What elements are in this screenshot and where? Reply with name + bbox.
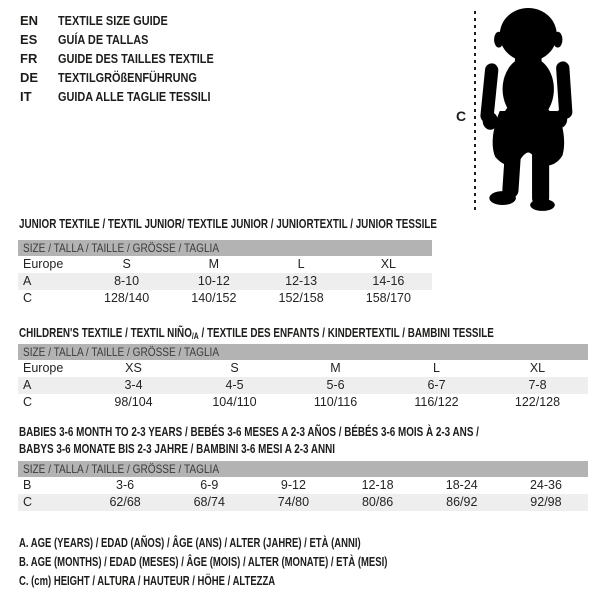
- language-code: FR: [20, 51, 38, 66]
- height-cell: 104/110: [212, 395, 257, 409]
- language-row-fr: [20, 49, 243, 68]
- legend-line-a: [19, 534, 504, 553]
- age-cell: 3-6: [116, 478, 135, 492]
- age-cell: 6-9: [200, 478, 219, 492]
- height-cell: 74/80: [277, 495, 310, 509]
- language-list: [20, 11, 243, 106]
- size-cell: M: [208, 257, 220, 271]
- table-header-bar: [18, 240, 432, 256]
- age-cell: 4-5: [225, 378, 244, 392]
- age-cell: 12-13: [285, 274, 318, 288]
- table-row: [18, 360, 588, 377]
- age-cell: 6-7: [427, 378, 446, 392]
- table-row: [18, 290, 432, 307]
- table-row: [18, 494, 588, 511]
- children-size-table: [18, 344, 588, 411]
- age-cell: 8-10: [114, 274, 140, 288]
- language-code: EN: [20, 13, 39, 28]
- language-row-it: [20, 87, 243, 106]
- age-cell: 24-36: [529, 478, 562, 492]
- legend: [19, 534, 504, 591]
- row-label: C: [23, 395, 33, 409]
- row-label: Europe: [23, 361, 64, 375]
- junior-table-title-text: JUNIOR TEXTILE / TEXTIL JUNIOR/ TEXTILE JUNIOR / JUNIORTEXTIL / JUNIOR TESSILE: [19, 216, 437, 231]
- legend-text-a: A. AGE (YEARS) / EDAD (AÑOS) / ÂGE (ANS) / ALTER (JAHRE) / ETÀ (ANNI): [19, 536, 361, 550]
- age-cell: 3-4: [124, 378, 143, 392]
- junior-size-table: [18, 240, 432, 307]
- legend-text-c: C. (cm) HEIGHT / ALTURA / HAUTEUR / HÖHE / ALTEZZA: [19, 574, 276, 588]
- junior-table-title: [19, 215, 569, 232]
- legend-line-b: [19, 553, 504, 572]
- children-title-post: / TEXTILE DES ENFANTS / KINDERTEXTIL / BAMBINI TESSILE: [198, 325, 494, 340]
- babies-title-line-1: BABIES 3-6 MONTH TO 2-3 YEARS / BEBÉS 3-6 MESES A 2-3 AÑOS / BÉBÉS 3-6 MOIS À 2-3 ANS /: [19, 424, 479, 439]
- language-label: GUÍA DE TALLAS: [58, 32, 149, 47]
- language-code: DE: [20, 70, 39, 85]
- table-header-text: SIZE / TALLA / TAILLE / GRÖSSE / TAGLIA: [23, 241, 220, 255]
- language-row-es: [20, 30, 243, 49]
- language-label: TEXTILGRÖßENFÜHRUNG: [58, 70, 197, 85]
- age-cell: 9-12: [280, 478, 306, 492]
- babies-title-line-2: BABYS 3-6 MONATE BIS 2-3 JAHRE / BAMBINI 3-6 MESI A 2-3 ANNI: [19, 441, 336, 456]
- height-cell: 152/158: [278, 291, 324, 305]
- baby-figure: [480, 8, 573, 211]
- language-label: GUIDE DES TAILLES TEXTILE: [58, 51, 214, 66]
- age-cell: 12-18: [361, 478, 394, 492]
- age-cell: 14-16: [372, 274, 405, 288]
- height-label: C: [456, 108, 467, 124]
- height-cell: 110/116: [313, 395, 358, 409]
- age-cell: 7-8: [528, 378, 547, 392]
- babies-table-title: [19, 423, 600, 457]
- language-code: ES: [20, 32, 38, 47]
- height-cell: 128/140: [104, 291, 150, 305]
- table-row: [18, 256, 432, 273]
- size-cell: XS: [125, 361, 142, 375]
- legend-text-b: B. AGE (MONTHS) / EDAD (MESES) / ÂGE (MOIS) / ALTER (MONATE) / ETÀ (MESI): [19, 555, 388, 569]
- height-cell: 86/92: [446, 495, 478, 509]
- row-label: C: [23, 495, 33, 509]
- table-header-text: SIZE / TALLA / TAILLE / GRÖSSE / TAGLIA: [23, 345, 220, 359]
- language-label: TEXTILE SIZE GUIDE: [58, 13, 168, 28]
- table-row: [18, 394, 588, 411]
- table-header-bar: [18, 461, 588, 477]
- height-cell: 122/128: [514, 395, 561, 409]
- height-cell: 68/74: [193, 495, 225, 509]
- table-row: [18, 273, 432, 290]
- language-code: IT: [20, 89, 32, 104]
- children-table-title-text: [19, 324, 494, 345]
- height-cell: 98/104: [114, 395, 153, 409]
- size-cell: L: [433, 361, 440, 375]
- language-row-en: [20, 11, 243, 30]
- table-row: [18, 477, 588, 494]
- row-label: A: [23, 274, 32, 288]
- row-label: B: [23, 478, 32, 492]
- row-label: A: [23, 378, 32, 392]
- height-cell: 80/86: [361, 495, 394, 509]
- row-label: C: [23, 291, 33, 305]
- language-label: GUIDA ALLE TAGLIE TESSILI: [58, 89, 211, 104]
- language-row-de: [20, 68, 243, 87]
- size-cell: XL: [380, 257, 397, 271]
- height-cell: 116/122: [414, 395, 459, 409]
- size-cell: S: [122, 257, 131, 271]
- baby-silhouette: [450, 4, 596, 216]
- babies-size-table: [18, 461, 588, 511]
- table-row: [18, 377, 588, 394]
- age-cell: 10-12: [197, 274, 230, 288]
- children-title-pre: CHILDREN'S TEXTILE / TEXTIL NIÑO: [19, 325, 192, 340]
- size-cell: XL: [529, 361, 546, 375]
- row-label: Europe: [23, 257, 64, 271]
- height-cell: 62/68: [109, 495, 141, 509]
- table-header-bar: [18, 344, 588, 360]
- children-title-sub: /A: [191, 331, 199, 341]
- age-cell: 5-6: [326, 378, 345, 392]
- size-cell: L: [297, 257, 305, 271]
- size-cell: S: [230, 361, 239, 375]
- height-cell: 92/98: [530, 495, 562, 509]
- height-cell: 140/152: [191, 291, 237, 305]
- legend-line-c: [19, 572, 504, 591]
- children-table-title: [19, 324, 600, 345]
- height-cell: 158/170: [365, 291, 411, 305]
- size-cell: M: [330, 361, 341, 375]
- table-header-text: SIZE / TALLA / TAILLE / GRÖSSE / TAGLIA: [23, 462, 220, 476]
- age-cell: 18-24: [445, 478, 478, 492]
